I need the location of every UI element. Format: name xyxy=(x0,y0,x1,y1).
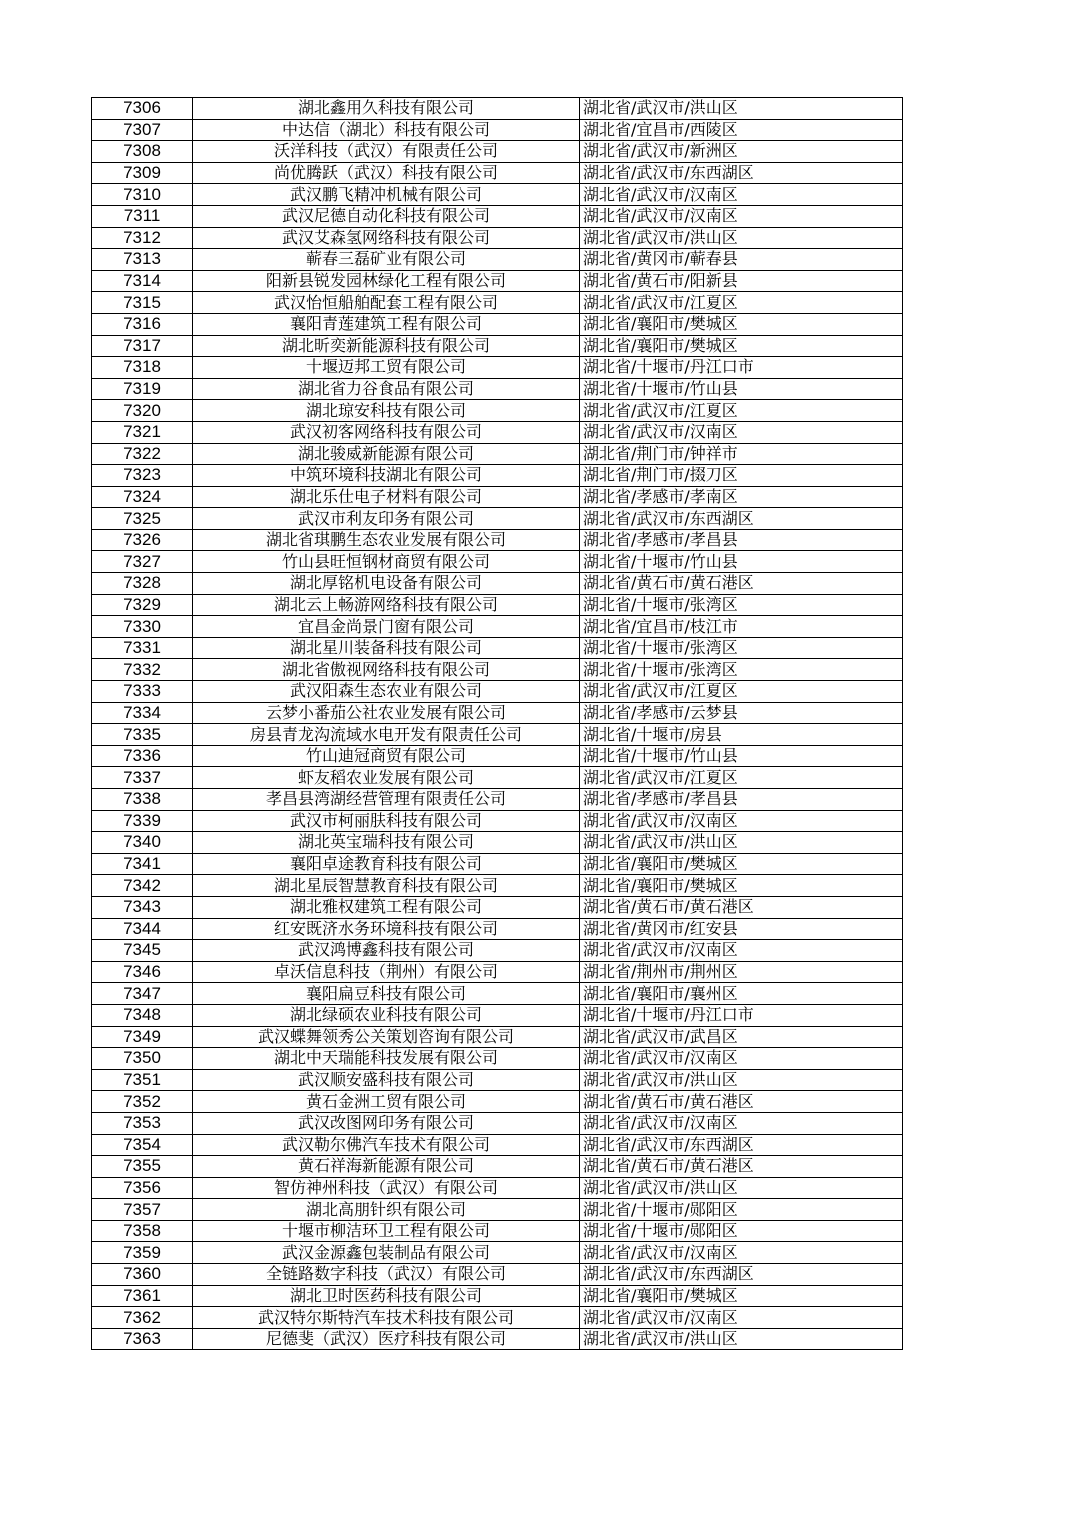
company-location: 湖北省/十堰市/张湾区 xyxy=(580,637,903,659)
company-name: 湖北高朋针织有限公司 xyxy=(193,1199,580,1221)
company-name: 湖北绿硕农业科技有限公司 xyxy=(193,1004,580,1026)
company-name: 武汉蝶舞领秀公关策划咨询有限公司 xyxy=(193,1026,580,1048)
company-location: 湖北省/武汉市/东西湖区 xyxy=(580,1264,903,1286)
company-location: 湖北省/武汉市/汉南区 xyxy=(580,1307,903,1329)
company-name: 尚优腾跃（武汉）科技有限公司 xyxy=(193,162,580,184)
company-name: 武汉艾森氢网络科技有限公司 xyxy=(193,227,580,249)
table-row xyxy=(92,357,903,379)
company-location: 湖北省/武汉市/东西湖区 xyxy=(580,162,903,184)
company-location: 湖北省/武汉市/洪山区 xyxy=(580,1069,903,1091)
row-number: 7357 xyxy=(92,1199,193,1221)
company-name: 襄阳卓途教育科技有限公司 xyxy=(193,853,580,875)
table-row xyxy=(92,896,903,918)
row-number: 7307 xyxy=(92,119,193,141)
company-location: 湖北省/武汉市/洪山区 xyxy=(580,98,903,120)
company-name: 武汉改图网印务有限公司 xyxy=(193,1112,580,1134)
company-name: 宜昌金尚景门窗有限公司 xyxy=(193,616,580,638)
company-name: 尼德斐（武汉）医疗科技有限公司 xyxy=(193,1328,580,1350)
company-location: 湖北省/武汉市/江夏区 xyxy=(580,400,903,422)
company-name: 中达信（湖北）科技有限公司 xyxy=(193,119,580,141)
table-row xyxy=(92,292,903,314)
company-location: 湖北省/十堰市/张湾区 xyxy=(580,594,903,616)
company-name: 湖北琼安科技有限公司 xyxy=(193,400,580,422)
row-number: 7358 xyxy=(92,1220,193,1242)
company-location: 湖北省/襄阳市/襄州区 xyxy=(580,983,903,1005)
company-name: 武汉勒尔佛汽车技术有限公司 xyxy=(193,1134,580,1156)
company-name: 竹山迪冠商贸有限公司 xyxy=(193,745,580,767)
company-location: 湖北省/襄阳市/樊城区 xyxy=(580,335,903,357)
company-name: 武汉尼德自动化科技有限公司 xyxy=(193,205,580,227)
company-name: 武汉鸿博鑫科技有限公司 xyxy=(193,940,580,962)
row-number: 7361 xyxy=(92,1285,193,1307)
table-row xyxy=(92,1134,903,1156)
company-location: 湖北省/十堰市/张湾区 xyxy=(580,659,903,681)
company-name: 黄石金洲工贸有限公司 xyxy=(193,1091,580,1113)
company-location: 湖北省/十堰市/竹山县 xyxy=(580,551,903,573)
table-row xyxy=(92,162,903,184)
table-row xyxy=(92,421,903,443)
table-row xyxy=(92,702,903,724)
table-row xyxy=(92,1285,903,1307)
table-row xyxy=(92,443,903,465)
company-location: 湖北省/孝感市/孝南区 xyxy=(580,486,903,508)
row-number: 7324 xyxy=(92,486,193,508)
company-location: 湖北省/武汉市/新洲区 xyxy=(580,141,903,163)
company-location: 湖北省/武汉市/汉南区 xyxy=(580,810,903,832)
table-row xyxy=(92,400,903,422)
table-row xyxy=(92,918,903,940)
company-location: 湖北省/武汉市/汉南区 xyxy=(580,184,903,206)
row-number: 7337 xyxy=(92,767,193,789)
company-name: 湖北鑫用久科技有限公司 xyxy=(193,98,580,120)
row-number: 7346 xyxy=(92,961,193,983)
table-row xyxy=(92,1026,903,1048)
table-row xyxy=(92,465,903,487)
company-name: 湖北星辰智慧教育科技有限公司 xyxy=(193,875,580,897)
table-row xyxy=(92,810,903,832)
company-name: 十堰迈邦工贸有限公司 xyxy=(193,357,580,379)
row-number: 7339 xyxy=(92,810,193,832)
row-number: 7344 xyxy=(92,918,193,940)
row-number: 7355 xyxy=(92,1156,193,1178)
company-name: 阳新县锐发园林绿化工程有限公司 xyxy=(193,270,580,292)
row-number: 7336 xyxy=(92,745,193,767)
table-row xyxy=(92,659,903,681)
table-row xyxy=(92,1069,903,1091)
row-number: 7329 xyxy=(92,594,193,616)
row-number: 7343 xyxy=(92,896,193,918)
table-row xyxy=(92,270,903,292)
company-name: 十堰市柳洁环卫工程有限公司 xyxy=(193,1220,580,1242)
company-location: 湖北省/荆州市/荆州区 xyxy=(580,961,903,983)
company-location: 湖北省/襄阳市/樊城区 xyxy=(580,313,903,335)
company-name: 武汉初客网络科技有限公司 xyxy=(193,421,580,443)
table-row xyxy=(92,1177,903,1199)
company-name: 孝昌县湾湖经营管理有限责任公司 xyxy=(193,789,580,811)
table-row xyxy=(92,141,903,163)
table-row xyxy=(92,940,903,962)
company-location: 湖北省/十堰市/郧阳区 xyxy=(580,1199,903,1221)
table-row xyxy=(92,637,903,659)
row-number: 7332 xyxy=(92,659,193,681)
company-name: 湖北昕奕新能源科技有限公司 xyxy=(193,335,580,357)
company-location: 湖北省/十堰市/丹江口市 xyxy=(580,1004,903,1026)
row-number: 7313 xyxy=(92,249,193,271)
company-name: 襄阳扁豆科技有限公司 xyxy=(193,983,580,1005)
row-number: 7334 xyxy=(92,702,193,724)
company-location: 湖北省/宜昌市/西陵区 xyxy=(580,119,903,141)
company-location: 湖北省/武汉市/洪山区 xyxy=(580,227,903,249)
row-number: 7321 xyxy=(92,421,193,443)
company-name: 湖北省力谷食品有限公司 xyxy=(193,378,580,400)
row-number: 7362 xyxy=(92,1307,193,1329)
table-row xyxy=(92,1307,903,1329)
company-name: 武汉市柯丽肤科技有限公司 xyxy=(193,810,580,832)
table-row xyxy=(92,767,903,789)
row-number: 7340 xyxy=(92,832,193,854)
table-row xyxy=(92,616,903,638)
row-number: 7333 xyxy=(92,681,193,703)
row-number: 7310 xyxy=(92,184,193,206)
company-name: 卓沃信息科技（荆州）有限公司 xyxy=(193,961,580,983)
table-row xyxy=(92,551,903,573)
company-name: 湖北中天瑞能科技发展有限公司 xyxy=(193,1048,580,1070)
row-number: 7315 xyxy=(92,292,193,314)
company-name: 湖北骏威新能源有限公司 xyxy=(193,443,580,465)
company-location: 湖北省/孝感市/云梦县 xyxy=(580,702,903,724)
table-row xyxy=(92,1220,903,1242)
row-number: 7330 xyxy=(92,616,193,638)
row-number: 7350 xyxy=(92,1048,193,1070)
company-location: 湖北省/武汉市/东西湖区 xyxy=(580,1134,903,1156)
company-name: 湖北雅权建筑工程有限公司 xyxy=(193,896,580,918)
company-name: 襄阳青莲建筑工程有限公司 xyxy=(193,313,580,335)
company-location: 湖北省/武汉市/洪山区 xyxy=(580,1328,903,1350)
company-name: 湖北英宝瑞科技有限公司 xyxy=(193,832,580,854)
table-row xyxy=(92,724,903,746)
company-location: 湖北省/黄石市/黄石港区 xyxy=(580,896,903,918)
company-name: 湖北省傲视网络科技有限公司 xyxy=(193,659,580,681)
company-location: 湖北省/武汉市/汉南区 xyxy=(580,421,903,443)
row-number: 7308 xyxy=(92,141,193,163)
row-number: 7311 xyxy=(92,205,193,227)
table-row xyxy=(92,486,903,508)
table-row xyxy=(92,681,903,703)
table-row xyxy=(92,184,903,206)
company-location: 湖北省/十堰市/房县 xyxy=(580,724,903,746)
company-name: 智仿神州科技（武汉）有限公司 xyxy=(193,1177,580,1199)
company-name: 湖北乐仕电子材料有限公司 xyxy=(193,486,580,508)
company-location: 湖北省/武汉市/汉南区 xyxy=(580,1112,903,1134)
table-row xyxy=(92,98,903,120)
company-name: 云梦小番茄公社农业发展有限公司 xyxy=(193,702,580,724)
company-registry-table xyxy=(91,97,903,1350)
company-location: 湖北省/宜昌市/枝江市 xyxy=(580,616,903,638)
row-number: 7312 xyxy=(92,227,193,249)
table-row xyxy=(92,1048,903,1070)
row-number: 7323 xyxy=(92,465,193,487)
table-row xyxy=(92,335,903,357)
company-name: 武汉顺安盛科技有限公司 xyxy=(193,1069,580,1091)
company-name: 湖北云上畅游网络科技有限公司 xyxy=(193,594,580,616)
company-location: 湖北省/荆门市/钟祥市 xyxy=(580,443,903,465)
company-name: 房县青龙沟流域水电开发有限责任公司 xyxy=(193,724,580,746)
company-location: 湖北省/黄石市/阳新县 xyxy=(580,270,903,292)
company-name: 湖北省琪鹏生态农业发展有限公司 xyxy=(193,529,580,551)
row-number: 7319 xyxy=(92,378,193,400)
table-row xyxy=(92,529,903,551)
company-location: 湖北省/十堰市/郧阳区 xyxy=(580,1220,903,1242)
company-location: 湖北省/武汉市/武昌区 xyxy=(580,1026,903,1048)
row-number: 7314 xyxy=(92,270,193,292)
table-row xyxy=(92,983,903,1005)
company-location: 湖北省/襄阳市/樊城区 xyxy=(580,853,903,875)
company-name: 武汉鹏飞精冲机械有限公司 xyxy=(193,184,580,206)
company-name: 沃洋科技（武汉）有限责任公司 xyxy=(193,141,580,163)
row-number: 7356 xyxy=(92,1177,193,1199)
row-number: 7338 xyxy=(92,789,193,811)
company-location: 湖北省/武汉市/洪山区 xyxy=(580,1177,903,1199)
company-name: 武汉市利友印务有限公司 xyxy=(193,508,580,530)
row-number: 7317 xyxy=(92,335,193,357)
row-number: 7360 xyxy=(92,1264,193,1286)
row-number: 7348 xyxy=(92,1004,193,1026)
company-name: 竹山县旺恒钢材商贸有限公司 xyxy=(193,551,580,573)
row-number: 7351 xyxy=(92,1069,193,1091)
company-location: 湖北省/襄阳市/樊城区 xyxy=(580,875,903,897)
table-row xyxy=(92,1004,903,1026)
row-number: 7318 xyxy=(92,357,193,379)
row-number: 7331 xyxy=(92,637,193,659)
table-row xyxy=(92,313,903,335)
table-row xyxy=(92,594,903,616)
company-name: 黄石祥海新能源有限公司 xyxy=(193,1156,580,1178)
row-number: 7342 xyxy=(92,875,193,897)
company-location: 湖北省/武汉市/汉南区 xyxy=(580,205,903,227)
company-name: 武汉特尔斯特汽车技术科技有限公司 xyxy=(193,1307,580,1329)
row-number: 7316 xyxy=(92,313,193,335)
table-row xyxy=(92,1091,903,1113)
table-row xyxy=(92,1199,903,1221)
company-location: 湖北省/孝感市/孝昌县 xyxy=(580,789,903,811)
company-name: 湖北星川装备科技有限公司 xyxy=(193,637,580,659)
company-location: 湖北省/黄石市/黄石港区 xyxy=(580,573,903,595)
table-row xyxy=(92,378,903,400)
row-number: 7347 xyxy=(92,983,193,1005)
company-location: 湖北省/荆门市/掇刀区 xyxy=(580,465,903,487)
company-location: 湖北省/襄阳市/樊城区 xyxy=(580,1285,903,1307)
company-name: 武汉阳森生态农业有限公司 xyxy=(193,681,580,703)
company-name: 武汉金源鑫包装制品有限公司 xyxy=(193,1242,580,1264)
table-row xyxy=(92,853,903,875)
company-location: 湖北省/武汉市/江夏区 xyxy=(580,767,903,789)
company-location: 湖北省/武汉市/汉南区 xyxy=(580,940,903,962)
row-number: 7335 xyxy=(92,724,193,746)
company-location: 湖北省/武汉市/江夏区 xyxy=(580,681,903,703)
row-number: 7363 xyxy=(92,1328,193,1350)
row-number: 7309 xyxy=(92,162,193,184)
row-number: 7325 xyxy=(92,508,193,530)
row-number: 7359 xyxy=(92,1242,193,1264)
company-location: 湖北省/武汉市/洪山区 xyxy=(580,832,903,854)
row-number: 7345 xyxy=(92,940,193,962)
row-number: 7353 xyxy=(92,1112,193,1134)
row-number: 7349 xyxy=(92,1026,193,1048)
table-row xyxy=(92,789,903,811)
company-location: 湖北省/武汉市/江夏区 xyxy=(580,292,903,314)
table-row xyxy=(92,875,903,897)
company-location: 湖北省/武汉市/汉南区 xyxy=(580,1048,903,1070)
company-location: 湖北省/十堰市/丹江口市 xyxy=(580,357,903,379)
table-row xyxy=(92,508,903,530)
company-name: 虾友稻农业发展有限公司 xyxy=(193,767,580,789)
row-number: 7326 xyxy=(92,529,193,551)
row-number: 7306 xyxy=(92,98,193,120)
table-row xyxy=(92,573,903,595)
row-number: 7352 xyxy=(92,1091,193,1113)
row-number: 7322 xyxy=(92,443,193,465)
company-name: 全链路数字科技（武汉）有限公司 xyxy=(193,1264,580,1286)
table-row xyxy=(92,832,903,854)
company-location: 湖北省/武汉市/汉南区 xyxy=(580,1242,903,1264)
row-number: 7354 xyxy=(92,1134,193,1156)
company-location: 湖北省/黄冈市/红安县 xyxy=(580,918,903,940)
table-row xyxy=(92,1264,903,1286)
company-name: 湖北卫时医药科技有限公司 xyxy=(193,1285,580,1307)
company-name: 红安既济水务环境科技有限公司 xyxy=(193,918,580,940)
row-number: 7341 xyxy=(92,853,193,875)
table-row xyxy=(92,1242,903,1264)
table-row xyxy=(92,1112,903,1134)
table-row xyxy=(92,227,903,249)
table-row xyxy=(92,205,903,227)
company-location: 湖北省/黄石市/黄石港区 xyxy=(580,1156,903,1178)
company-location: 湖北省/黄石市/黄石港区 xyxy=(580,1091,903,1113)
row-number: 7320 xyxy=(92,400,193,422)
company-location: 湖北省/黄冈市/蕲春县 xyxy=(580,249,903,271)
table-row xyxy=(92,745,903,767)
table-row xyxy=(92,1328,903,1350)
registry-table-body xyxy=(92,98,903,1350)
table-row xyxy=(92,249,903,271)
company-name: 湖北厚铭机电设备有限公司 xyxy=(193,573,580,595)
company-location: 湖北省/十堰市/竹山县 xyxy=(580,745,903,767)
table-row xyxy=(92,119,903,141)
company-name: 蕲春三磊矿业有限公司 xyxy=(193,249,580,271)
company-location: 湖北省/武汉市/东西湖区 xyxy=(580,508,903,530)
company-name: 中筑环境科技湖北有限公司 xyxy=(193,465,580,487)
company-name: 武汉怡恒船舶配套工程有限公司 xyxy=(193,292,580,314)
table-row xyxy=(92,961,903,983)
row-number: 7327 xyxy=(92,551,193,573)
company-location: 湖北省/孝感市/孝昌县 xyxy=(580,529,903,551)
table-row xyxy=(92,1156,903,1178)
row-number: 7328 xyxy=(92,573,193,595)
company-location: 湖北省/十堰市/竹山县 xyxy=(580,378,903,400)
